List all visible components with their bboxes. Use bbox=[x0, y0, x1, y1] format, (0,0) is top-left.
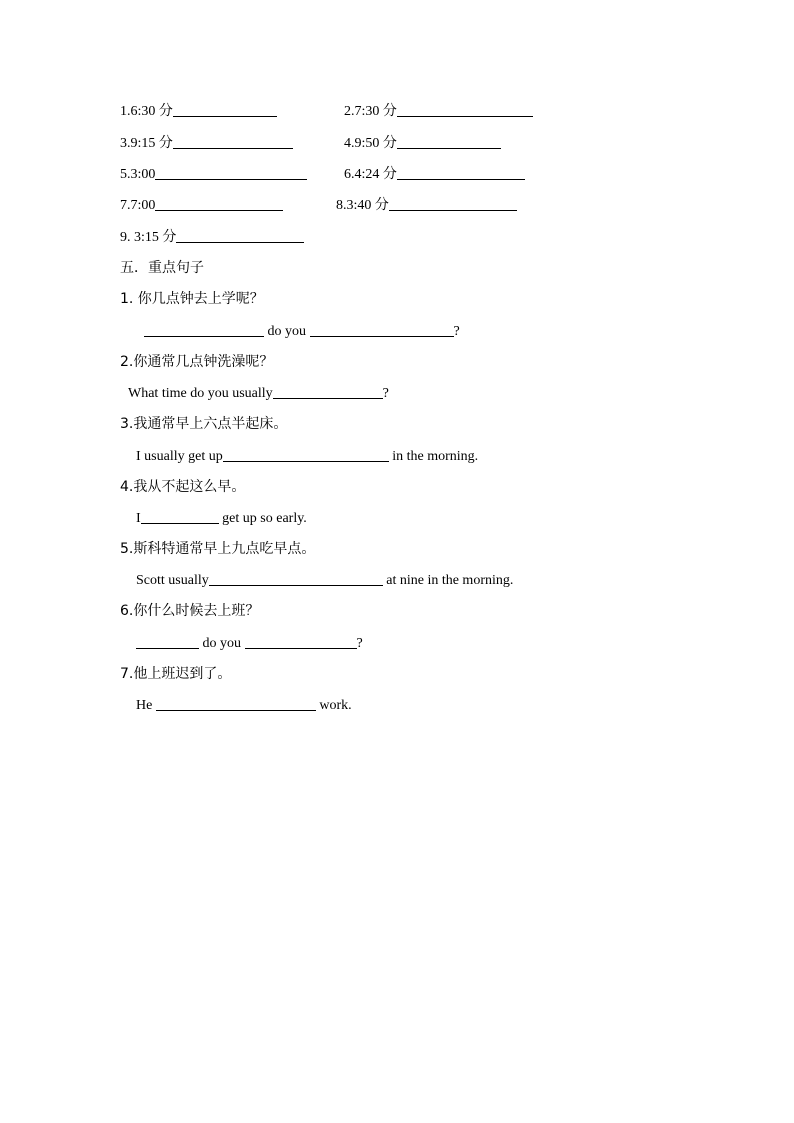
time-item-4 bbox=[344, 133, 501, 154]
answer-blank[interactable] bbox=[273, 384, 383, 399]
time-item-5 bbox=[120, 164, 307, 185]
answer-blank[interactable] bbox=[389, 196, 517, 211]
time-label: 4.9:50 分 bbox=[344, 136, 397, 151]
sentence-5-english: Scott usually at nine in the morning. bbox=[136, 573, 514, 588]
time-item-7 bbox=[120, 195, 283, 216]
answer-blank[interactable] bbox=[156, 696, 316, 711]
answer-blank[interactable] bbox=[173, 102, 277, 117]
sentence-2-chinese: 2.你通常几点钟洗澡呢？ bbox=[120, 354, 274, 370]
sentence-4-chinese: 4.我从不起这么早。 bbox=[120, 479, 246, 495]
time-item-3 bbox=[120, 133, 293, 154]
time-item-8 bbox=[336, 195, 517, 216]
time-label: 8.3:40 分 bbox=[336, 198, 389, 213]
sentence-2-english: What time do you usually ? bbox=[128, 386, 389, 401]
answer-blank[interactable] bbox=[310, 322, 454, 337]
time-label: 7.7:00 bbox=[120, 198, 156, 213]
time-item-2 bbox=[344, 101, 533, 122]
sentence-3-chinese: 3.我通常早上六点半起床。 bbox=[120, 416, 288, 432]
answer-blank[interactable] bbox=[397, 134, 501, 149]
time-label: 2.7:30 分 bbox=[344, 104, 397, 119]
time-label: 3.9:15 分 bbox=[120, 136, 173, 151]
answer-blank[interactable] bbox=[155, 165, 307, 180]
time-item-9 bbox=[120, 227, 304, 248]
answer-blank[interactable] bbox=[223, 447, 389, 462]
section-title: 五．重点句子 bbox=[120, 260, 204, 276]
time-label: 5.3:00 bbox=[120, 167, 156, 182]
answer-blank[interactable] bbox=[209, 571, 383, 586]
sentence-3-english: I usually get up in the morning. bbox=[136, 449, 479, 464]
sentence-5-chinese: 5.斯科特通常早上九点吃早点。 bbox=[120, 541, 316, 557]
time-label: 1.6:30 分 bbox=[120, 104, 173, 119]
answer-blank[interactable] bbox=[397, 102, 533, 117]
answer-blank[interactable] bbox=[141, 509, 219, 524]
sentence-1-english: do you ? bbox=[144, 322, 460, 342]
time-item-1 bbox=[120, 101, 277, 122]
answer-blank[interactable] bbox=[245, 634, 357, 649]
answer-blank[interactable] bbox=[155, 196, 283, 211]
sentence-1-chinese: 1. 你几点钟去上学呢？ bbox=[120, 291, 264, 307]
sentence-6-chinese: 6.你什么时候去上班？ bbox=[120, 603, 260, 619]
time-label: 6.4:24 分 bbox=[344, 167, 397, 182]
time-label: 9. 3:15 分 bbox=[120, 230, 177, 245]
sentence-7-chinese: 7.他上班迟到了。 bbox=[120, 666, 232, 682]
sentence-6-english: do you ? bbox=[136, 634, 363, 654]
answer-blank[interactable] bbox=[176, 228, 304, 243]
answer-blank[interactable] bbox=[173, 134, 293, 149]
sentence-4-english: I get up so early. bbox=[136, 511, 307, 526]
answer-blank[interactable] bbox=[397, 165, 525, 180]
answer-blank[interactable] bbox=[144, 322, 264, 337]
sentence-7-english: He work. bbox=[136, 698, 352, 713]
answer-blank[interactable] bbox=[136, 634, 199, 649]
time-item-6 bbox=[344, 164, 525, 185]
